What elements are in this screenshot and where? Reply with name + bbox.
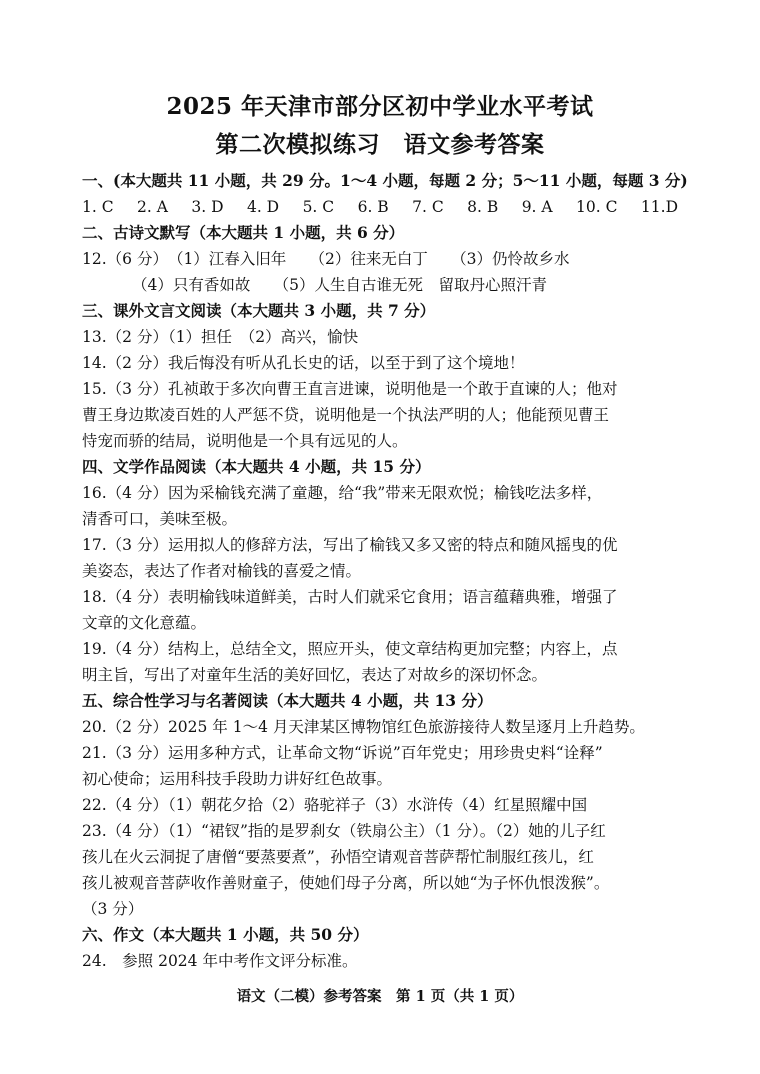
answer-line: 文章的文化意蕴。: [82, 614, 207, 632]
answer-line: 曹王身边欺凌百姓的人严惩不贷，说明他是一个执法严明的人；他能预见曹王: [82, 406, 610, 424]
answer-line: 17.（3 分）运用拟人的修辞方法，写出了榆钱又多又密的特点和随风摇曳的优: [82, 536, 618, 554]
section-3-heading: 三、课外文言文阅读（本大题共 3 小题，共 7 分）: [82, 301, 436, 320]
answer-line: 12.（6 分） （1）江春入旧年 （2）往来无白丁 （3）仍怜故乡水: [82, 250, 570, 268]
choice-answer: 11.D: [640, 198, 678, 216]
choice-answer: 1. C: [82, 198, 114, 216]
answer-line: 23.（4 分）（1）“裙钗”指的是罗刹女（铁扇公主）（1 分）。（2）她的儿子红: [82, 822, 606, 840]
answer-line: 20.（2 分）2025 年 1～4 月天津某区博物馆红色旅游接待人数呈逐月上升趋势。: [82, 718, 645, 736]
choice-answer: 3. D: [191, 198, 224, 216]
choice-answer: 7. C: [412, 198, 444, 216]
choice-answer: 8. B: [467, 198, 499, 216]
exam-title: 2025 年天津市部分区初中学业水平考试: [166, 93, 594, 120]
answer-line: 15.（3 分）孔祯敢于多次向曹王直言进谏，说明他是一个敢于直谏的人；他对: [82, 380, 618, 398]
choice-answer: 6. B: [357, 198, 389, 216]
section-4-heading: 四、文学作品阅读（本大题共 4 小题，共 15 分）: [82, 457, 431, 476]
choice-answer: 2. A: [137, 198, 168, 216]
choice-answer: 5. C: [302, 198, 335, 216]
exam-subtitle: 第二次模拟练习 语文参考答案: [215, 131, 545, 158]
answer-line: 18.（4 分）表明榆钱味道鲜美，古时人们就采它食用；语言蕴藉典雅，增强了: [82, 588, 618, 606]
answer-line: 清香可口，美味至极。: [82, 510, 238, 528]
answer-line: 明主旨，写出了对童年生活的美好回忆，表达了对故乡的深切怀念。: [82, 666, 548, 684]
answer-line: 22.（4 分）（1）朝花夕拾（2）骆驼祥子（3）水浒传（4）红星照耀中国: [82, 796, 588, 814]
choice-answers-row: [82, 194, 682, 220]
answer-line: 16.（4 分）因为采榆钱充满了童趣，给“我”带来无限欢悦；榆钱吃法多样，: [82, 484, 603, 502]
page-footer: 语文（二模）参考答案 第 1 页（共 1 页）: [236, 988, 524, 1005]
section-6-heading: 六、作文（本大题共 1 小题，共 50 分）: [82, 925, 369, 944]
answer-line: 19.（4 分）结构上，总结全文，照应开头，使文章结构更加完整；内容上，点: [82, 640, 618, 658]
choice-answer: 9. A: [521, 198, 553, 216]
answer-line: 孩儿被观音菩萨收作善财童子，使她们母子分离，所以她“为子怀仇恨泼猴”。: [82, 874, 610, 892]
answer-line: 14.（2 分）我后悔没有听从孔长史的话，以至于到了这个境地！: [82, 354, 525, 372]
choice-answer: 4. D: [246, 198, 280, 216]
section-5-heading: 五、综合性学习与名著阅读（本大题共 4 小题，共 13 分）: [82, 691, 493, 710]
answer-line: （4）只有香如故 （5）人生自古谁无死 留取丹心照汗青: [132, 276, 547, 294]
answer-line: 13.（2 分）（1）担任 （2）高兴，愉快: [82, 328, 359, 346]
section-1-heading: 一、(本大题共 11 小题，共 29 分。1～4 小题，每题 2 分；5～11 小题，每题 3 分): [82, 171, 688, 190]
answer-line: （3 分）: [82, 900, 144, 918]
answer-line: 初心使命；运用科技手段助力讲好红色故事。: [82, 770, 393, 788]
answer-line: 孩儿在火云洞捉了唐僧“要蒸要煮”，孙悟空请观音菩萨帮忙制服红孩儿，红: [82, 848, 594, 866]
choice-answer: 10. C: [576, 198, 618, 216]
section-2-heading: 二、古诗文默写（本大题共 1 小题，共 6 分）: [82, 223, 405, 242]
answer-line: 美姿态，表达了作者对榆钱的喜爱之情。: [82, 562, 362, 580]
answer-line: 21.（3 分）运用多种方式，让革命文物“诉说”百年党史；用珍贵史料“诠释”: [82, 744, 603, 762]
answer-line: 恃宠而骄的结局，说明他是一个具有远见的人。: [82, 432, 408, 450]
answer-line: 24. 参照 2024 年中考作文评分标准。: [82, 952, 358, 970]
